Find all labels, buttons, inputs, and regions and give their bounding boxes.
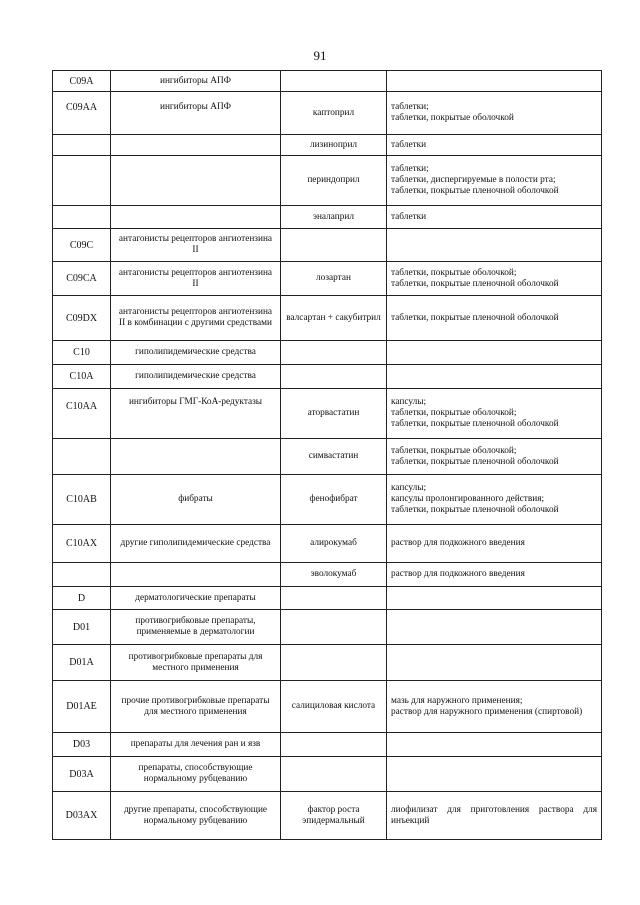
drug-name-cell [281,757,387,792]
dosage-form-cell: мазь для наружного применения; раствор для наружного применения (спиртовой) [387,681,602,733]
drug-name-cell: валсартан + сакубитрил [281,296,387,341]
group-cell: антагонисты рецепторов ангиотензина II в комбинации с другими средствами [111,296,281,341]
dosage-form-cell [387,71,602,92]
table-row [53,757,602,792]
drug-name-cell: симвастатин [281,439,387,475]
dosage-form-cell: капсулы; таблетки, покрытые оболочкой; таблетки, покрытые пленочной оболочкой [387,389,602,439]
atc-code-cell: D03A [53,757,111,792]
group-cell [111,135,281,156]
dosage-form-cell [387,365,602,389]
table-row [53,587,602,610]
group-cell: антагонисты рецепторов ангиотензина II [111,229,281,262]
atc-code-cell: D [53,587,111,610]
atc-code-cell: C09DX [53,296,111,341]
atc-code-cell: C10AB [53,475,111,525]
group-cell: ингибиторы АПФ [111,71,281,92]
atc-code-cell: D01A [53,645,111,681]
table-row [53,262,602,296]
table-row [53,475,602,525]
table-row [53,206,602,229]
group-cell: гиполипидемические средства [111,341,281,365]
dosage-form-cell [387,587,602,610]
table-row [53,296,602,341]
atc-code-cell [53,439,111,475]
group-cell: прочие противогрибковые препараты для местного применения [111,681,281,733]
drug-name-cell: аторвастатин [281,389,387,439]
table-row [53,733,602,757]
group-cell: ингибиторы АПФ [111,92,281,135]
dosage-form-cell [387,645,602,681]
group-cell: противогрибковые препараты, применяемые в дерматологии [111,610,281,645]
table-row [53,610,602,645]
dosage-form-cell [387,757,602,792]
dosage-form-cell: таблетки [387,135,602,156]
drug-name-cell [281,610,387,645]
dosage-form-cell [387,229,602,262]
drug-name-cell [281,71,387,92]
atc-code-cell: C10AX [53,525,111,563]
table-row [53,792,602,840]
group-cell: препараты, способствующие нормальному рубцеванию [111,757,281,792]
dosage-form-cell: лиофилизат для приготовления раствора для инъекций [387,792,602,840]
atc-code-cell: D03AX [53,792,111,840]
dosage-form-cell: таблетки, покрытые пленочной оболочкой [387,296,602,341]
drug-name-cell: лозартан [281,262,387,296]
drug-name-cell: фактор роста эпидермальный [281,792,387,840]
table-row [53,389,602,439]
dosage-form-cell: таблетки [387,206,602,229]
dosage-form-cell: раствор для подкожного введения [387,563,602,587]
atc-code-cell: C10 [53,341,111,365]
atc-code-cell: C09AA [53,92,111,135]
group-cell: ингибиторы ГМГ-КоА-редуктазы [111,389,281,439]
group-cell [111,156,281,206]
group-cell: антагонисты рецепторов ангиотензина II [111,262,281,296]
table-row [53,645,602,681]
atc-code-cell: D03 [53,733,111,757]
dosage-form-cell: таблетки; таблетки, диспергируемые в полости рта; таблетки, покрытые пленочной оболочкой [387,156,602,206]
table-row [53,92,602,135]
table-row [53,563,602,587]
table-row [53,365,602,389]
dosage-form-cell [387,733,602,757]
table-row [53,681,602,733]
group-cell: гиполипидемические средства [111,365,281,389]
atc-code-cell [53,206,111,229]
dosage-form-cell: таблетки, покрытые оболочкой; таблетки, покрытые пленочной оболочкой [387,439,602,475]
dosage-form-cell: таблетки, покрытые оболочкой; таблетки, покрытые пленочной оболочкой [387,262,602,296]
drug-name-cell: лизиноприл [281,135,387,156]
group-cell: другие препараты, способствующие нормальному рубцеванию [111,792,281,840]
table-row [53,135,602,156]
table-row [53,71,602,92]
drug-name-cell [281,229,387,262]
drug-name-cell: эналаприл [281,206,387,229]
dosage-form-cell: таблетки; таблетки, покрытые оболочкой [387,92,602,135]
table-row [53,525,602,563]
drug-name-cell [281,587,387,610]
drug-name-cell: фенофибрат [281,475,387,525]
drug-name-cell [281,645,387,681]
drug-name-cell [281,341,387,365]
dosage-form-cell: капсулы; капсулы пролонгированного действия; таблетки, покрытые пленочной оболочкой [387,475,602,525]
page-number: 91 [313,48,327,63]
group-cell: противогрибковые препараты для местного применения [111,645,281,681]
drug-name-cell [281,733,387,757]
group-cell: дерматологические препараты [111,587,281,610]
drug-name-cell: алирокумаб [281,525,387,563]
atc-code-cell: C10A [53,365,111,389]
group-cell: другие гиполипидемические средства [111,525,281,563]
table-row [53,229,602,262]
drug-name-cell: эволокумаб [281,563,387,587]
drug-name-cell: салициловая кислота [281,681,387,733]
atc-code-cell: C10AA [53,389,111,439]
table-row [53,341,602,365]
group-cell: фибраты [111,475,281,525]
drug-name-cell [281,365,387,389]
dosage-form-cell [387,610,602,645]
atc-code-cell [53,563,111,587]
dosage-form-cell [387,341,602,365]
group-cell [111,563,281,587]
group-cell: препараты для лечения ран и язв [111,733,281,757]
drug-name-cell: каптоприл [281,92,387,135]
atc-code-cell: C09A [53,71,111,92]
atc-code-cell: C09CA [53,262,111,296]
atc-code-cell [53,156,111,206]
atc-code-cell: C09C [53,229,111,262]
table-row [53,439,602,475]
dosage-form-cell: раствор для подкожного введения [387,525,602,563]
drug-name-cell: периндоприл [281,156,387,206]
table-row [53,156,602,206]
atc-code-cell: D01 [53,610,111,645]
group-cell [111,439,281,475]
group-cell [111,206,281,229]
drug-table [52,70,602,840]
atc-code-cell: D01AE [53,681,111,733]
atc-code-cell [53,135,111,156]
